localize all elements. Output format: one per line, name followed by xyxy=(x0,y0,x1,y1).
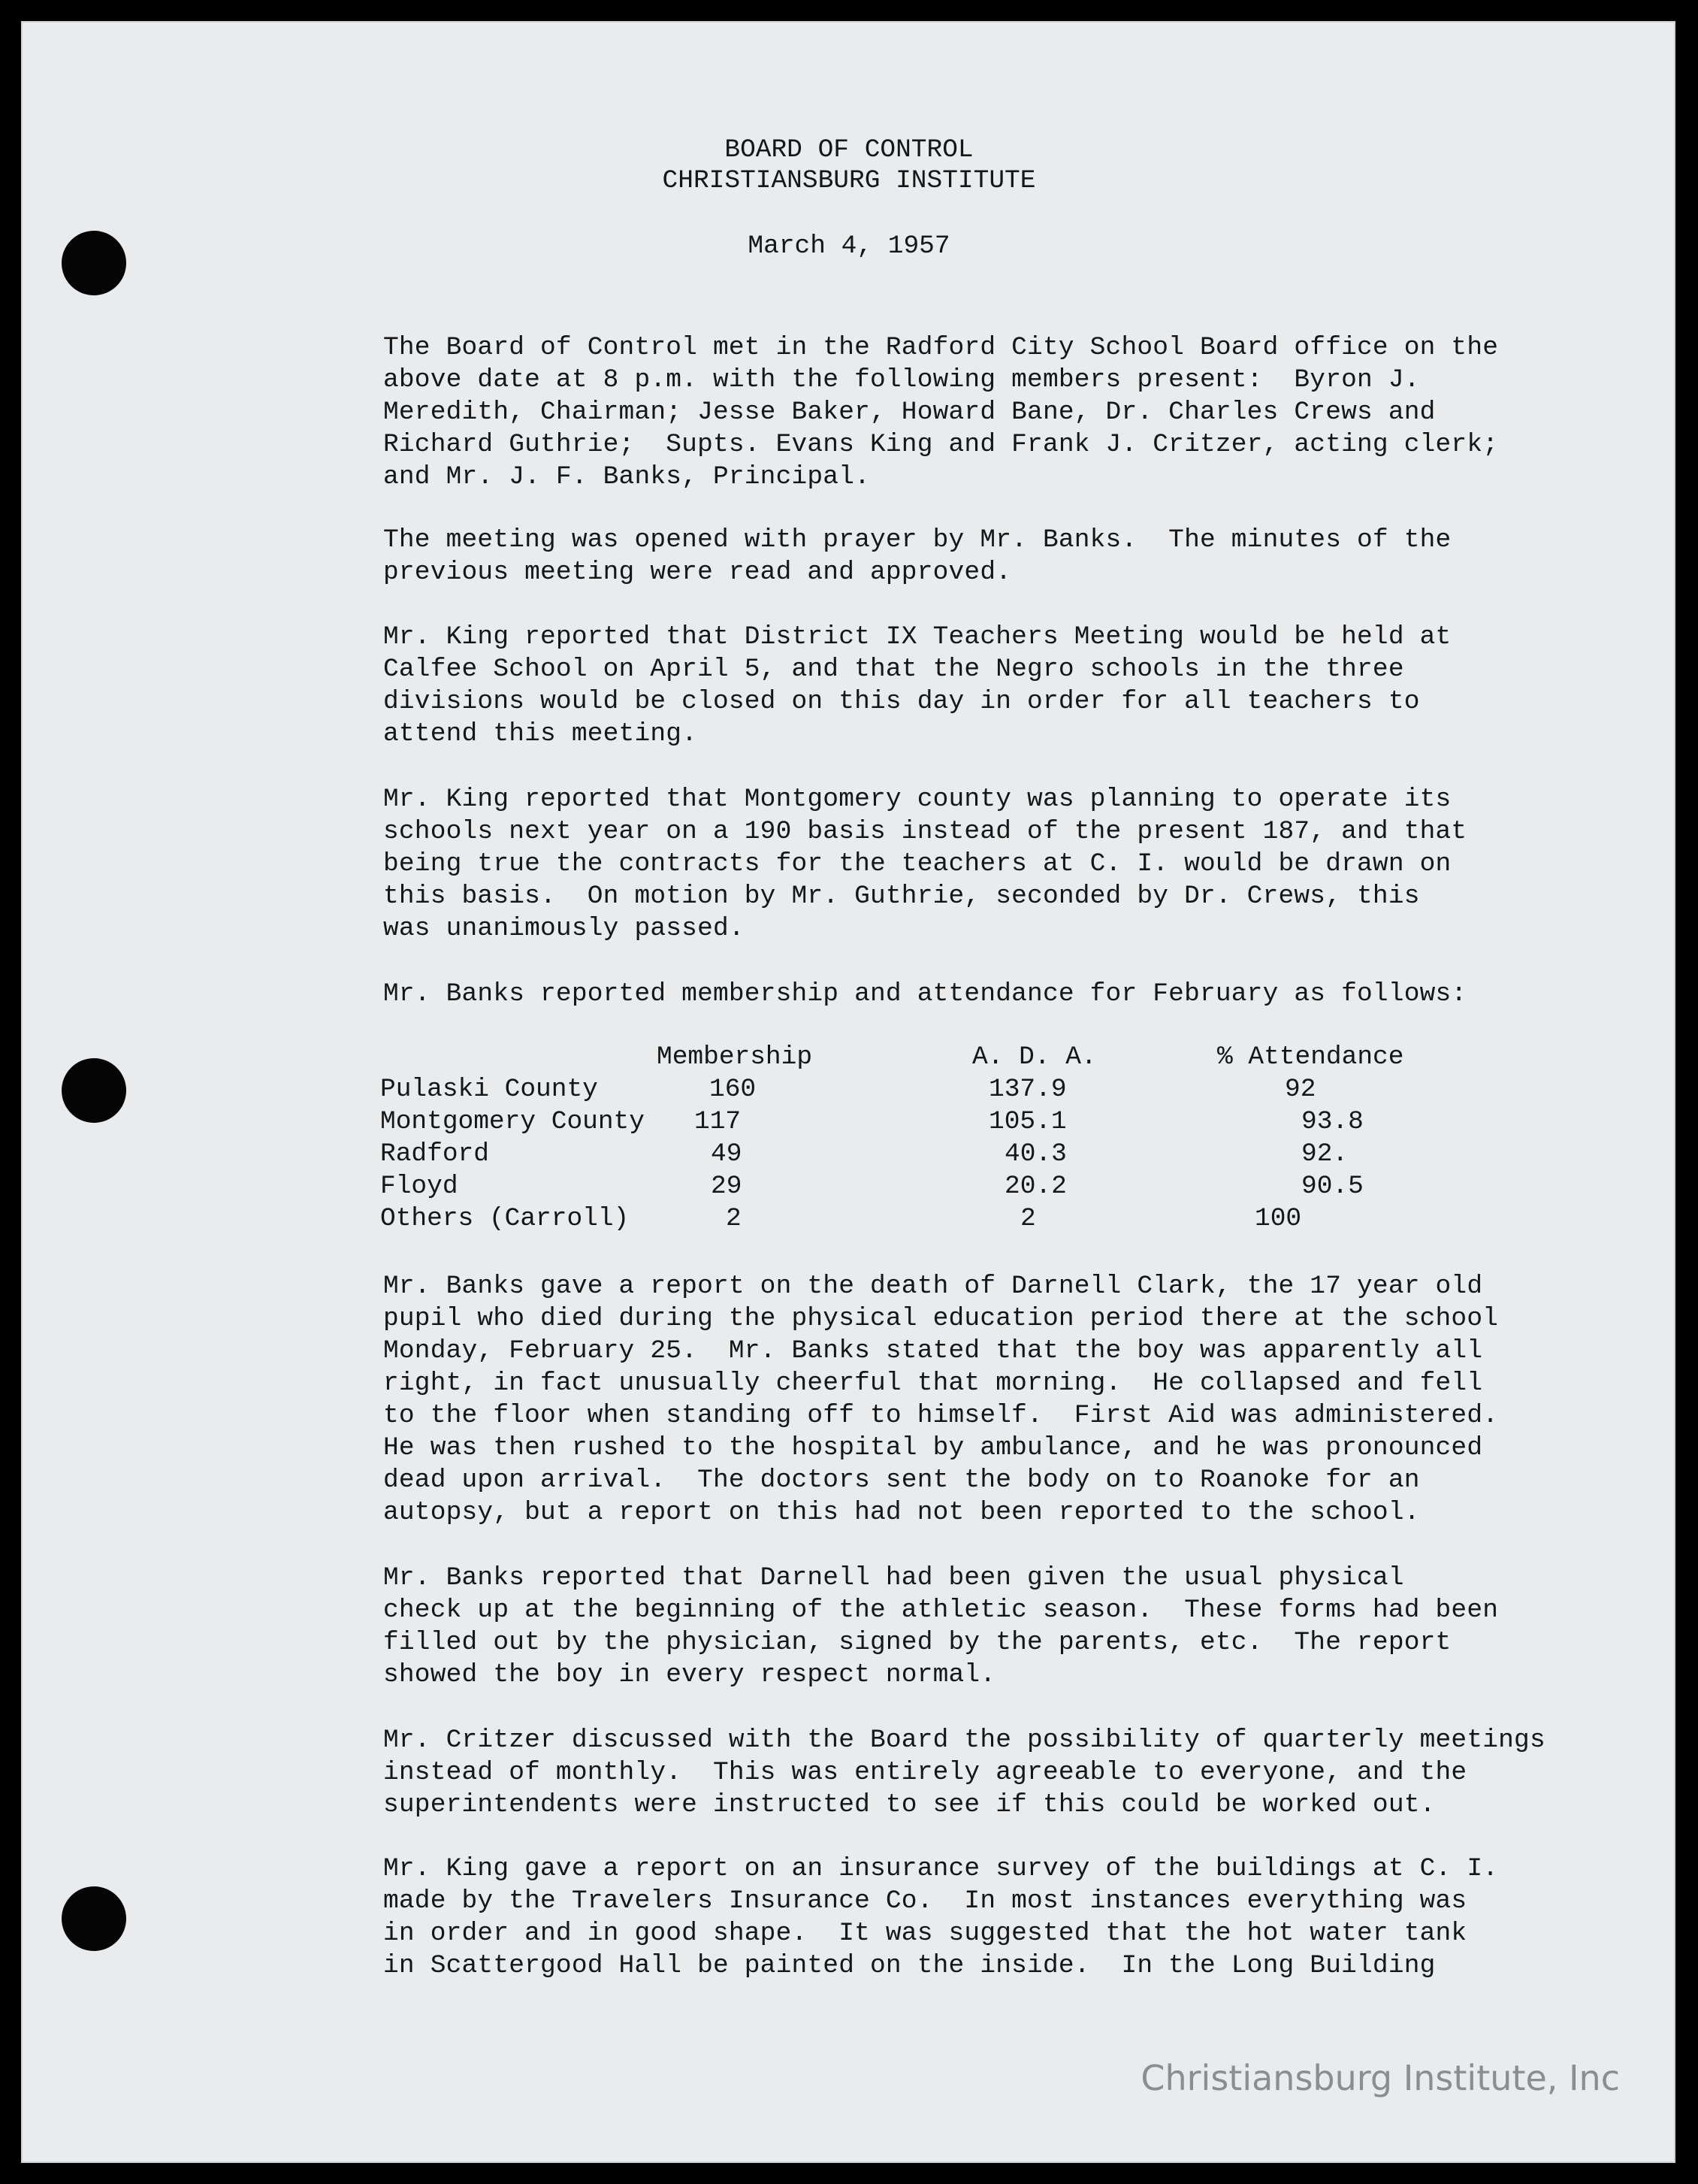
attendance-percent-value: 92. xyxy=(1301,1139,1349,1169)
heading-board-of-control: BOARD OF CONTROL xyxy=(724,135,974,165)
text-line: being true the contracts for the teachers at C. I. would be drawn on xyxy=(383,849,1452,879)
text-line: Mr. Critzer discussed with the Board the possibility of quarterly meetings xyxy=(383,1726,1545,1755)
text-line: and Mr. J. F. Banks, Principal. xyxy=(383,462,871,492)
ada-value: 2 xyxy=(1020,1204,1036,1233)
text-line: Mr. King reported that District IX Teachers Meeting would be held at xyxy=(383,622,1452,652)
attendance-percent-value: 100 xyxy=(1255,1204,1302,1233)
ada-value: 137.9 xyxy=(989,1075,1067,1104)
text-line: was unanimously passed. xyxy=(383,914,745,943)
column-header-division xyxy=(380,1041,657,1073)
text-line: Mr. Banks reported that Darnell had been given the usual physical xyxy=(383,1563,1404,1593)
attendance-percent-value: 92 xyxy=(1285,1075,1316,1104)
text-line: dead upon arrival. The doctors sent the body on to Roanoke for an xyxy=(383,1466,1420,1495)
text-line: pupil who died during the physical education period there at the school xyxy=(383,1304,1499,1333)
membership-value: 2 xyxy=(726,1204,742,1233)
paragraph-teachers-meeting xyxy=(383,621,1600,750)
text-line: autopsy, but a report on this had not been reported to the school. xyxy=(383,1498,1420,1527)
heading-institute: CHRISTIANSBURG INSTITUTE xyxy=(662,166,1036,195)
division-name: Montgomery County xyxy=(380,1107,645,1136)
paragraph-quarterly-meetings xyxy=(383,1724,1600,1821)
paragraph-montgomery-contracts xyxy=(383,783,1600,945)
membership-value: 117 xyxy=(694,1107,742,1136)
attendance-percent-value: 90.5 xyxy=(1301,1172,1364,1201)
text-line: this basis. On motion by Mr. Guthrie, seconded by Dr. Crews, this xyxy=(383,882,1420,911)
text-line: superintendents were instructed to see if this could be worked out. xyxy=(383,1790,1436,1819)
text-line: Richard Guthrie; Supts. Evans King and Frank J. Critzer, acting clerk; xyxy=(383,430,1499,459)
paragraph-death-report xyxy=(383,1270,1600,1529)
paragraph-insurance-survey xyxy=(383,1853,1600,1982)
table-row xyxy=(380,1202,1527,1235)
table-row xyxy=(380,1138,1527,1170)
text-line: in Scattergood Hall be painted on the inside. In the Long Building xyxy=(383,1951,1436,1980)
column-header-attendance-percent: % Attendance xyxy=(1217,1042,1404,1072)
membership-value: 160 xyxy=(709,1075,757,1104)
table-row xyxy=(380,1073,1527,1106)
text-line: attend this meeting. xyxy=(383,719,698,749)
text-line: He was then rushed to the hospital by ambulance, and he was pronounced xyxy=(383,1433,1483,1463)
paragraph-physical-checkup xyxy=(383,1562,1600,1691)
attendance-table-header xyxy=(380,1041,1527,1073)
text-line: The meeting was opened with prayer by Mr. Banks. The minutes of the xyxy=(383,525,1452,555)
ada-value: 105.1 xyxy=(989,1107,1067,1136)
ada-value: 20.2 xyxy=(1005,1172,1067,1201)
text-line: Mr. King reported that Montgomery county was planning to operate its xyxy=(383,785,1452,814)
text-line: instead of monthly. This was entirely agreeable to everyone, and the xyxy=(383,1758,1467,1787)
membership-value: 29 xyxy=(711,1172,742,1201)
column-header-membership: Membership xyxy=(657,1042,813,1072)
punch-hole-bottom xyxy=(62,1886,126,1951)
text-line: in order and in good shape. It was suggested that the hot water tank xyxy=(383,1919,1467,1948)
attendance-table xyxy=(380,1041,1527,1235)
text-line: made by the Travelers Insurance Co. In most instances everything was xyxy=(383,1886,1467,1916)
paragraph-attendees xyxy=(383,331,1600,493)
text-line: divisions would be closed on this day in order for all teachers to xyxy=(383,687,1420,716)
table-row xyxy=(380,1170,1527,1202)
punch-hole-middle xyxy=(62,1058,126,1123)
ada-value: 40.3 xyxy=(1005,1139,1067,1169)
text-line: Mr. Banks gave a report on the death of Darnell Clark, the 17 year old xyxy=(383,1272,1483,1301)
text-line: above date at 8 p.m. with the following members present: Byron J. xyxy=(383,365,1420,395)
text-line: schools next year on a 190 basis instead of the present 187, and that xyxy=(383,817,1467,846)
division-name: Pulaski County xyxy=(380,1075,598,1104)
text-line: Monday, February 25. Mr. Banks stated that the boy was apparently all xyxy=(383,1336,1483,1366)
text-line: to the floor when standing off to himself. First Aid was administered. xyxy=(383,1401,1499,1430)
membership-value: 49 xyxy=(711,1139,742,1169)
meeting-date: March 4, 1957 xyxy=(748,231,950,261)
text-line: Meredith, Chairman; Jesse Baker, Howard Bane, Dr. Charles Crews and xyxy=(383,398,1436,427)
attendance-percent-value: 93.8 xyxy=(1301,1107,1364,1136)
paragraph-attendance-intro xyxy=(383,978,1600,1010)
division-name: Floyd xyxy=(380,1172,458,1201)
text-line: Calfee School on April 5, and that the Negro schools in the three xyxy=(383,655,1404,684)
paragraph-opening-prayer xyxy=(383,524,1600,588)
text-line: showed the boy in every respect normal. xyxy=(383,1660,996,1689)
division-name: Radford xyxy=(380,1139,489,1169)
text-line: Mr. Banks reported membership and attendance for February as follows: xyxy=(383,979,1467,1009)
table-row xyxy=(380,1106,1527,1138)
watermark: Christiansburg Institute, Inc xyxy=(1141,2058,1620,2098)
text-line: check up at the beginning of the athletic season. These forms had been xyxy=(383,1596,1499,1625)
text-line: previous meeting were read and approved. xyxy=(383,558,1012,587)
text-line: filled out by the physician, signed by the parents, etc. The report xyxy=(383,1628,1452,1657)
division-name: Others (Carroll) xyxy=(380,1204,630,1233)
text-line: The Board of Control met in the Radford City School Board office on the xyxy=(383,333,1499,362)
text-line: Mr. King gave a report on an insurance survey of the buildings at C. I. xyxy=(383,1854,1499,1883)
text-line: right, in fact unusually cheerful that morning. He collapsed and fell xyxy=(383,1369,1483,1398)
column-header-ada: A. D. A. xyxy=(972,1042,1097,1072)
